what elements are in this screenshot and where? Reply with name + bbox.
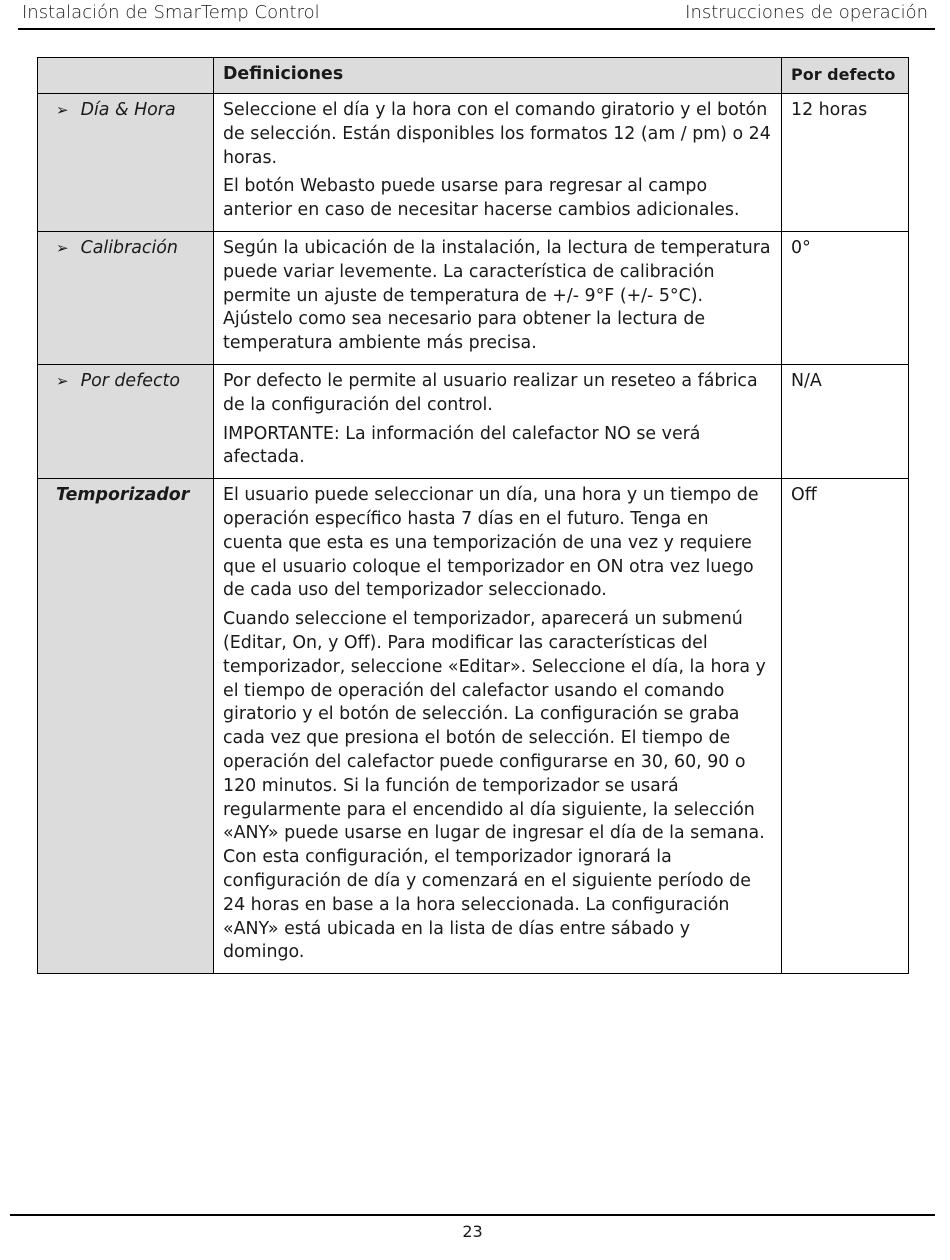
text-line: regularmente para el encendido al día siguiente, la selección: [223, 799, 755, 820]
definition-paragraph: [223, 175, 773, 223]
setting-name: Temporizador: [56, 485, 190, 506]
table-row: [38, 479, 909, 974]
settings-table: [37, 57, 909, 974]
text-line: operación específico hasta 7 días en el futuro. Tenga en: [223, 508, 709, 529]
text-line: Seleccione el día y la hora con el comando giratorio y el botón: [223, 100, 768, 120]
text-line: Cuando seleccione el temporizador, aparecerá un submenú: [223, 609, 743, 630]
definition-cell: [214, 479, 782, 974]
table-row: [38, 231, 909, 364]
header-cell-default: Por defecto: [782, 58, 909, 94]
text-line: operación del calefactor puede configurarse en 30, 60, 90 o: [223, 751, 746, 772]
text-line: afectada.: [223, 447, 305, 468]
text-line: 120 minutos. Si la función de temporizador se usará: [223, 775, 679, 796]
default-value-cell: 0°: [782, 231, 909, 364]
setting-name-cell: [38, 94, 214, 232]
text-line: Por defecto le permite al usuario realizar un reseteo a fábrica: [223, 370, 758, 391]
definition-paragraph: [223, 99, 773, 170]
header-section: Instrucciones de operación: [685, 2, 928, 23]
text-line: el tiempo de operación del calefactor usando el comando: [223, 680, 725, 701]
text-line: de cada uso del temporizador seleccionado.: [223, 580, 607, 601]
header-title: Instalación de SmarTemp Control: [22, 2, 320, 23]
definition-paragraph: [223, 423, 773, 471]
arrow-bullet-icon: ➢: [56, 371, 69, 390]
text-line: de la configuración del control.: [223, 394, 493, 415]
text-line: Ajústelo como sea necesario para obtener la lectura de: [223, 309, 706, 330]
text-line: puede variar levemente. La característica de calibración: [223, 261, 715, 282]
text-line: El usuario puede seleccionar un día, una hora y un tiempo de: [223, 485, 759, 506]
text-line: anterior en caso de necesitar hacerse cambios adicionales.: [223, 200, 740, 221]
header-cell-empty: [38, 58, 214, 94]
table-row: [38, 94, 909, 232]
definition-cell: [214, 94, 782, 232]
text-line: domingo.: [223, 942, 305, 963]
text-line: (Editar, On, y Off). Para modificar las características del: [223, 632, 708, 653]
text-line: giratorio y el botón de selección. La configuración se graba: [223, 704, 740, 725]
text-line: Según la ubicación de la instalación, la lectura de temperatura: [223, 237, 771, 258]
text-line: permite un ajuste de temperatura de +/- 9°F (+/- 5°C).: [223, 285, 704, 306]
arrow-bullet-icon: ➢: [56, 101, 69, 119]
table-header-row: [38, 58, 909, 94]
definition-cell: [214, 364, 782, 478]
text-line: IMPORTANTE: La información del calefactor NO se verá: [223, 423, 701, 444]
text-line: cada vez que presiona el botón de selección. El tiempo de: [223, 728, 731, 749]
default-value-cell: 12 horas: [782, 94, 909, 232]
text-line: que el usuario coloque el temporizador en ON otra vez luego: [223, 556, 754, 577]
text-line: 24 horas en base a la hora seleccionada. La configuración: [223, 894, 730, 915]
footer-rule: [10, 1214, 935, 1216]
text-line: temporizador, seleccione «Editar». Seleccione el día, la hora y: [223, 656, 766, 677]
text-line: horas.: [223, 147, 278, 168]
page-number: 23: [462, 1222, 483, 1241]
definition-paragraph: [223, 237, 773, 356]
setting-name: Día & Hora: [80, 100, 176, 120]
text-line: Con esta configuración, el temporizador ignorará la: [223, 847, 672, 868]
setting-name-cell: [38, 479, 214, 974]
arrow-bullet-icon: ➢: [56, 238, 69, 257]
text-line: cuenta que esta es una temporización de una vez y requiere: [223, 532, 752, 553]
default-value-cell: Off: [782, 479, 909, 974]
setting-name-cell: [38, 231, 214, 364]
definition-paragraph: [223, 370, 773, 418]
definition-cell: [214, 231, 782, 364]
text-line: de selección. Están disponibles los formatos 12 (am / pm) o 24: [223, 123, 771, 144]
text-line: «ANY» puede usarse en lugar de ingresar el día de la semana.: [223, 823, 765, 844]
text-line: temperatura ambiente más precisa.: [223, 333, 537, 354]
definition-paragraph: [223, 484, 773, 603]
setting-name-cell: [38, 364, 214, 478]
definition-paragraph: [223, 608, 773, 965]
setting-name: Calibración: [80, 237, 178, 258]
header-rule: [18, 28, 935, 30]
default-value-cell: N/A: [782, 364, 909, 478]
text-line: «ANY» está ubicada en la lista de días entre sábado y: [223, 918, 690, 939]
setting-name: Por defecto: [80, 370, 180, 391]
table-row: [38, 364, 909, 478]
text-line: configuración de día y comenzará en el siguiente período de: [223, 870, 751, 891]
header-cell-definitions: Definiciones: [214, 58, 782, 94]
text-line: El botón Webasto puede usarse para regresar al campo: [223, 176, 708, 197]
